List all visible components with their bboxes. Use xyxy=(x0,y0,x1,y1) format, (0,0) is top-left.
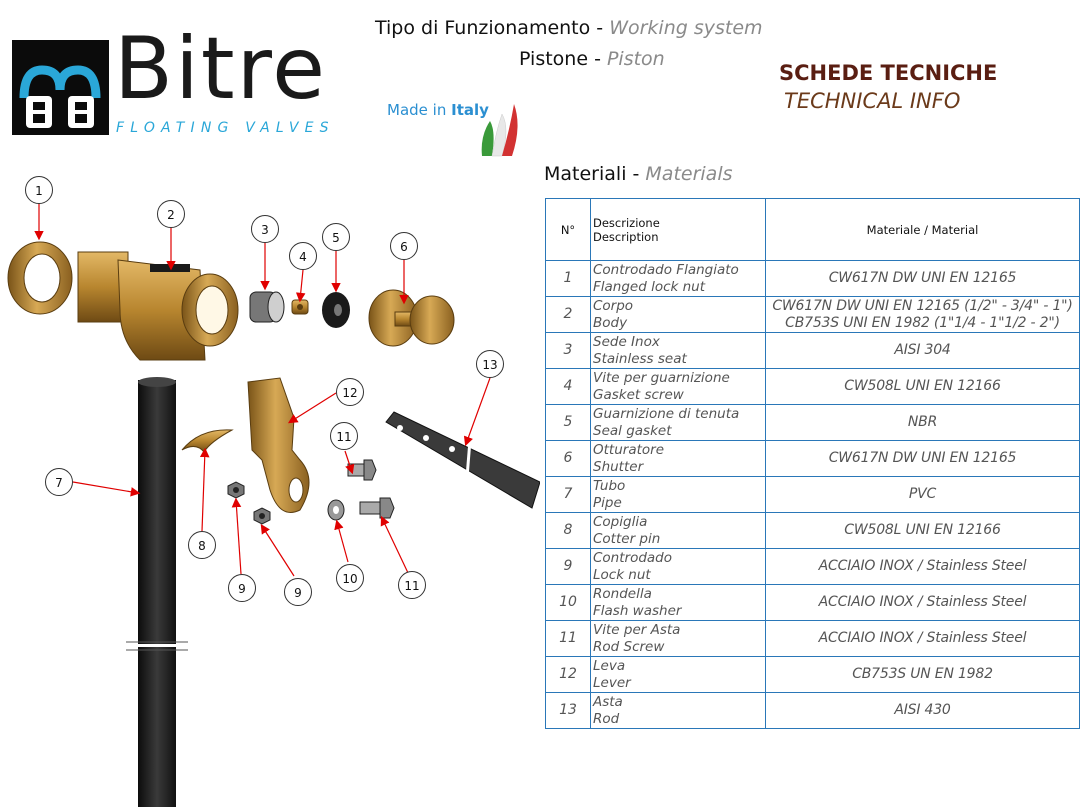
row-material xyxy=(766,441,1080,477)
part-rod xyxy=(386,412,540,508)
material-line: CW508L UNI EN 12166 xyxy=(844,522,1001,538)
callout-1: 1 xyxy=(25,176,53,204)
row-description xyxy=(591,549,766,585)
row-description xyxy=(591,261,766,297)
row-number: 6 xyxy=(546,441,591,477)
title2-english: Piston xyxy=(606,48,665,70)
material-line: ACCIAIO INOX / Stainless Steel xyxy=(818,594,1027,610)
row-material xyxy=(766,333,1080,369)
row-material xyxy=(766,621,1080,657)
description-italian: Controdado Flangiato xyxy=(593,261,739,278)
callout-13: 13 xyxy=(476,350,504,378)
piston-title xyxy=(519,48,665,70)
material-line: AISI 304 xyxy=(894,342,951,358)
row-description xyxy=(591,333,766,369)
row-number: 13 xyxy=(546,693,591,729)
table-row xyxy=(546,621,1080,657)
row-number: 1 xyxy=(546,261,591,297)
callout-11b: 11 xyxy=(398,571,426,599)
table-row xyxy=(546,657,1080,693)
material-line: PVC xyxy=(908,486,937,502)
material-line: CW617N DW UNI EN 12165 xyxy=(828,270,1017,286)
callout-4: 4 xyxy=(289,242,317,270)
table-row xyxy=(546,297,1080,333)
part-cotter-pin xyxy=(182,430,232,452)
header-no: N° xyxy=(546,199,591,261)
row-description xyxy=(591,441,766,477)
callout-9b: 9 xyxy=(284,578,312,606)
header-description xyxy=(591,199,766,261)
row-number: 9 xyxy=(546,549,591,585)
part-shutter xyxy=(369,290,454,346)
materials-table-body xyxy=(546,261,1080,729)
material-line: AISI 430 xyxy=(894,702,951,718)
made-in-prefix: Made in xyxy=(387,101,452,119)
description-italian: Rondella xyxy=(593,585,652,602)
materials-title xyxy=(544,163,733,185)
table-row xyxy=(546,441,1080,477)
title2-italian: Pistone - xyxy=(519,48,607,70)
description-english: Seal gasket xyxy=(593,422,672,439)
description-english: Rod Screw xyxy=(593,638,665,655)
material-line: CB753S UN EN 1982 xyxy=(852,666,993,682)
header-desc-italian: Descrizione xyxy=(593,215,660,230)
part-body xyxy=(78,252,238,360)
table-row xyxy=(546,333,1080,369)
table-row xyxy=(546,405,1080,441)
exploded-view-diagram xyxy=(0,160,540,807)
header-desc-english: Description xyxy=(593,229,659,244)
row-material xyxy=(766,513,1080,549)
table-header-row xyxy=(546,199,1080,261)
material-line: ACCIAIO INOX / Stainless Steel xyxy=(818,630,1027,646)
brand-logo xyxy=(12,19,352,138)
working-system-title xyxy=(375,17,763,39)
row-number: 10 xyxy=(546,585,591,621)
row-description xyxy=(591,693,766,729)
row-number: 7 xyxy=(546,477,591,513)
materials-title-italian: Materiali - xyxy=(544,163,646,185)
technical-info-title: TECHNICAL INFO xyxy=(784,89,961,113)
row-number: 12 xyxy=(546,657,591,693)
row-number: 8 xyxy=(546,513,591,549)
part-lever xyxy=(248,378,309,513)
part-stainless-seat xyxy=(250,292,284,322)
description-english: Lock nut xyxy=(593,566,651,583)
row-description xyxy=(591,369,766,405)
callout-3: 3 xyxy=(251,215,279,243)
material-line: CW617N DW UNI EN 12165 (1/2" - 3/4" - 1") xyxy=(772,297,1073,314)
material-line: NBR xyxy=(907,414,938,430)
material-line: ACCIAIO INOX / Stainless Steel xyxy=(818,558,1027,574)
description-english: Rod xyxy=(593,710,620,727)
callout-8: 8 xyxy=(188,531,216,559)
made-in-country: Italy xyxy=(451,101,489,119)
table-row xyxy=(546,549,1080,585)
row-material xyxy=(766,405,1080,441)
table-row xyxy=(546,477,1080,513)
description-italian: Guarnizione di tenuta xyxy=(593,405,740,422)
callout-11a: 11 xyxy=(330,422,358,450)
row-material xyxy=(766,477,1080,513)
callout-12: 12 xyxy=(336,378,364,406)
italian-flag-icon xyxy=(472,96,527,166)
part-flanged-lock-nut xyxy=(8,242,72,314)
description-italian: Corpo xyxy=(593,297,634,314)
brand-name: Bitre xyxy=(114,19,327,119)
description-english: Flash washer xyxy=(593,602,682,619)
row-material xyxy=(766,549,1080,585)
material-line: CW508L UNI EN 12166 xyxy=(844,378,1001,394)
description-english: Shutter xyxy=(593,458,644,475)
row-number: 11 xyxy=(546,621,591,657)
title1-italian: Tipo di Funzionamento - xyxy=(375,17,610,39)
callout-10: 10 xyxy=(336,564,364,592)
row-number: 4 xyxy=(546,369,591,405)
brand-tagline: FLOATING VALVES xyxy=(116,120,335,136)
row-description xyxy=(591,585,766,621)
header-material: Materiale / Material xyxy=(766,199,1080,261)
material-line: CW617N DW UNI EN 12165 xyxy=(828,450,1017,466)
row-material xyxy=(766,261,1080,297)
description-english: Pipe xyxy=(593,494,622,511)
part-flash-washer xyxy=(328,500,344,520)
material-line: CB753S UNI EN 1982 (1"1/4 - 1"1/2 - 2") xyxy=(785,314,1060,331)
description-italian: Tubo xyxy=(593,477,626,494)
materials-table xyxy=(545,198,1080,729)
row-description xyxy=(591,477,766,513)
row-description xyxy=(591,657,766,693)
part-rod-screw xyxy=(348,460,394,518)
row-number: 5 xyxy=(546,405,591,441)
description-english: Gasket screw xyxy=(593,386,684,403)
description-italian: Copiglia xyxy=(593,513,648,530)
description-english: Stainless seat xyxy=(593,350,687,367)
part-pipe xyxy=(126,377,188,807)
row-description xyxy=(591,621,766,657)
row-material xyxy=(766,297,1080,333)
description-italian: Vite per guarnizione xyxy=(593,369,730,386)
row-material xyxy=(766,657,1080,693)
description-english: Lever xyxy=(593,674,631,691)
row-number: 3 xyxy=(546,333,591,369)
technical-sheets-title: SCHEDE TECNICHE xyxy=(779,61,998,85)
table-row xyxy=(546,369,1080,405)
part-lock-nut xyxy=(228,482,270,524)
part-gasket-screw xyxy=(292,300,308,314)
callout-5: 5 xyxy=(322,223,350,251)
row-description xyxy=(591,297,766,333)
materials-title-english: Materials xyxy=(645,163,733,185)
callout-6: 6 xyxy=(390,232,418,260)
description-italian: Asta xyxy=(593,693,623,710)
description-italian: Leva xyxy=(593,657,626,674)
description-italian: Vite per Asta xyxy=(593,621,681,638)
table-row xyxy=(546,585,1080,621)
description-italian: Otturatore xyxy=(593,441,665,458)
part-seal-gasket xyxy=(322,292,350,328)
callout-9a: 9 xyxy=(228,574,256,602)
description-italian: Sede Inox xyxy=(593,333,660,350)
description-english: Cotter pin xyxy=(593,530,661,547)
title1-english: Working system xyxy=(609,17,763,39)
row-description xyxy=(591,513,766,549)
row-description xyxy=(591,405,766,441)
description-italian: Controdado xyxy=(593,549,673,566)
row-number: 2 xyxy=(546,297,591,333)
callout-7: 7 xyxy=(45,468,73,496)
description-english: Body xyxy=(593,314,628,331)
row-material xyxy=(766,369,1080,405)
table-row xyxy=(546,261,1080,297)
table-row xyxy=(546,693,1080,729)
row-material xyxy=(766,693,1080,729)
callout-2: 2 xyxy=(157,200,185,228)
description-english: Flanged lock nut xyxy=(593,278,706,295)
row-material xyxy=(766,585,1080,621)
table-row xyxy=(546,513,1080,549)
logo-mark xyxy=(12,40,109,135)
